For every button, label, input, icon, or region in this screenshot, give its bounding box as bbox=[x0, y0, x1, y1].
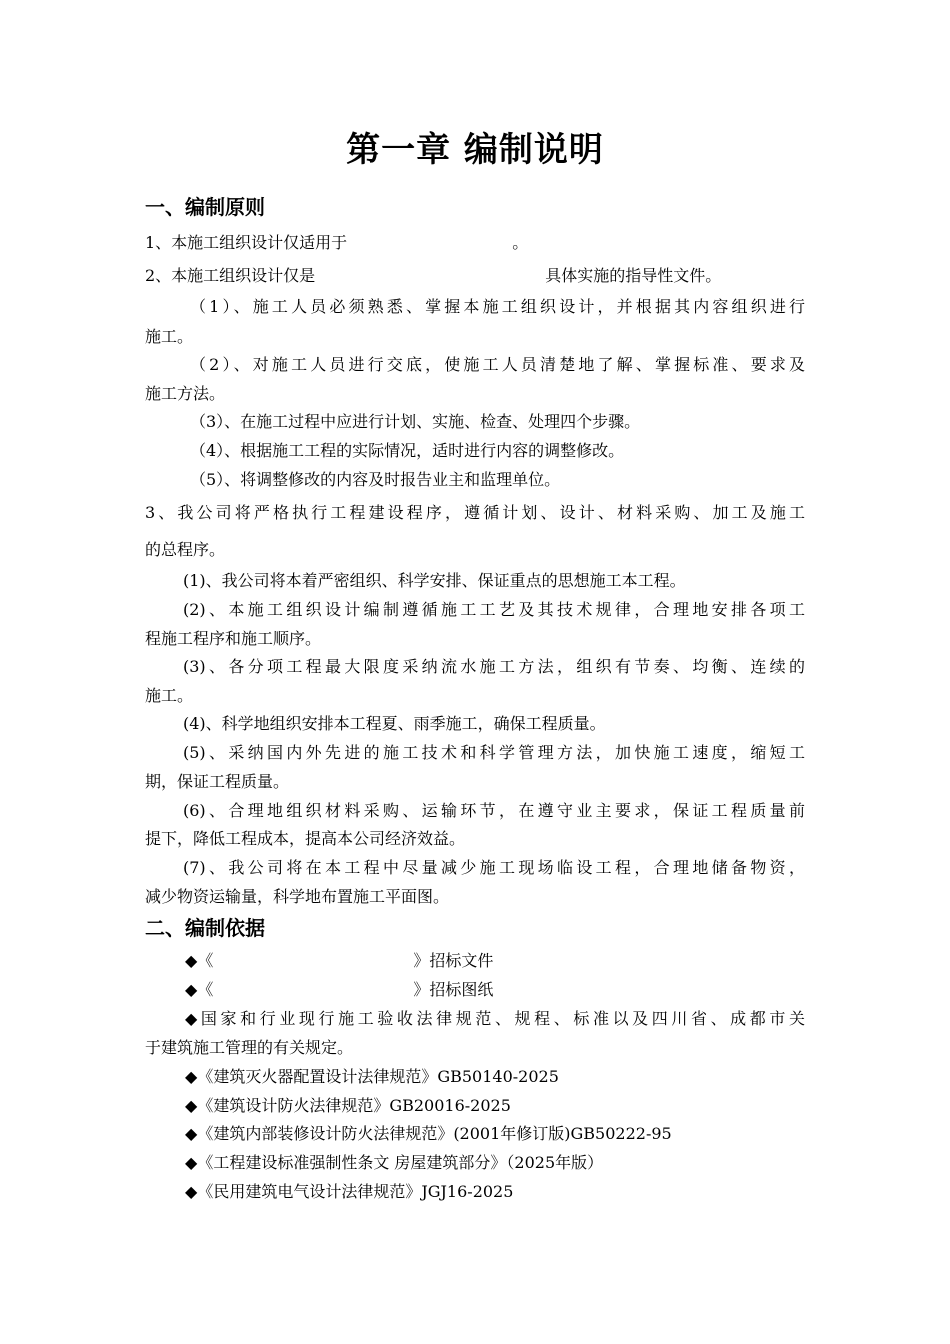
basis-tender-document bbox=[185, 950, 493, 972]
section-heading-principles: 一、编制原则 bbox=[145, 195, 265, 219]
sub-b-4: (4)、科学地组织安排本工程夏、雨季施工，确保工程质量。 bbox=[183, 714, 606, 733]
diamond-bullet-icon: ◆ bbox=[185, 1067, 198, 1086]
sub-b-2-line2: 程施工程序和施工顺序。 bbox=[145, 629, 322, 648]
book-title-open: 《 bbox=[197, 980, 214, 999]
standard-item bbox=[185, 1066, 559, 1088]
section-heading-basis: 二、编制依据 bbox=[145, 916, 265, 940]
standard-item bbox=[185, 1095, 511, 1117]
sub-b-1: (1)、我公司将本着严密组织、科学安排、保证重点的思想施工本工程。 bbox=[183, 571, 686, 590]
sub-b-7-line2: 减少物资运输量，科学地布置施工平面图。 bbox=[145, 887, 450, 906]
diamond-bullet-icon: ◆ bbox=[185, 1153, 198, 1172]
sub-a-1-line2: 施工。 bbox=[145, 327, 194, 346]
sub-b-5-line1: (5)、采纳国内外先进的施工技术和科学管理方法，加快施工速度，缩短工 bbox=[183, 743, 805, 762]
standard-text: 《建筑内部装修设计防火法律规范》(2001年修订版)GB50222-95 bbox=[197, 1124, 672, 1143]
diamond-bullet-icon: ◆ bbox=[185, 980, 198, 999]
principle-item-1 bbox=[145, 232, 528, 254]
standard-item bbox=[185, 1123, 672, 1145]
sub-b-3-line1: (3)、各分项工程最大限度采纳流水施工方法，组织有节奏、均衡、连续的 bbox=[183, 657, 805, 676]
principle-item-1-text: 1、本施工组织设计仅适用于 bbox=[145, 233, 348, 252]
principle-item-1-end: 。 bbox=[512, 233, 529, 252]
sub-a-3: （3）、在施工过程中应进行计划、实施、检查、处理四个步骤。 bbox=[190, 412, 641, 431]
diamond-bullet-icon: ◆ bbox=[185, 951, 198, 970]
sub-b-3-line2: 施工。 bbox=[145, 686, 194, 705]
tender-document-label: 》招标文件 bbox=[413, 951, 494, 970]
sub-a-2-line1: （2）、对施工人员进行交底，使施工人员清楚地了解、掌握标准、要求及 bbox=[190, 355, 805, 374]
standard-item bbox=[185, 1152, 603, 1174]
standard-text: 《民用建筑电气设计法律规范》JGJ16-2025 bbox=[197, 1182, 514, 1201]
standard-text: 《建筑设计防火法律规范》GB20016-2025 bbox=[197, 1096, 511, 1115]
sub-b-5-line2: 期，保证工程质量。 bbox=[145, 772, 290, 791]
chapter-title: 第一章 编制说明 bbox=[346, 130, 604, 170]
sub-a-1-line1: （1）、施工人员必须熟悉、掌握本施工组织设计，并根据其内容组织进行 bbox=[190, 297, 805, 316]
sub-a-5: （5）、将调整修改的内容及时报告业主和监理单位。 bbox=[190, 470, 561, 489]
principle-item-3-line2: 的总程序。 bbox=[145, 540, 226, 559]
principle-item-2-text: 2、本施工组织设计仅是 bbox=[145, 266, 316, 285]
diamond-bullet-icon: ◆ bbox=[185, 1182, 198, 1201]
tender-drawings-label: 》招标图纸 bbox=[413, 980, 494, 999]
sub-b-6-line2: 提下，降低工程成本，提高本公司经济效益。 bbox=[145, 829, 466, 848]
diamond-bullet-icon: ◆ bbox=[185, 1124, 198, 1143]
basis-tender-drawings bbox=[185, 979, 493, 1001]
principle-item-2-end: 具体实施的指导性文件。 bbox=[545, 266, 722, 285]
sub-b-2-line1: (2)、本施工组织设计编制遵循施工工艺及其技术规律，合理地安排各项工 bbox=[183, 600, 805, 619]
sub-a-4: （4）、根据施工工程的实际情况，适时进行内容的调整修改。 bbox=[190, 441, 625, 460]
diamond-bullet-icon: ◆ bbox=[185, 1096, 198, 1115]
standard-text: 《工程建设标准强制性条文 房屋建筑部分》（2025年版） bbox=[197, 1153, 604, 1172]
book-title-open: 《 bbox=[197, 951, 214, 970]
standard-item bbox=[185, 1181, 513, 1203]
sub-a-2-line2: 施工方法。 bbox=[145, 384, 226, 403]
sub-b-7-line1: (7)、我公司将在本工程中尽量减少施工现场临设工程，合理地储备物资， bbox=[183, 858, 805, 877]
principle-item-3-line1: 3、我公司将严格执行工程建设程序，遵循计划、设计、材料采购、加工及施工 bbox=[145, 503, 805, 522]
standard-text: 《建筑灭火器配置设计法律规范》GB50140-2025 bbox=[197, 1067, 559, 1086]
basis-national-line1: ◆国家和行业现行施工验收法律规范、规程、标准以及四川省、成都市关 bbox=[185, 1009, 805, 1028]
sub-b-6-line1: (6)、合理地组织材料采购、运输环节，在遵守业主要求，保证工程质量前 bbox=[183, 801, 805, 820]
basis-national-line2: 于建筑施工管理的有关规定。 bbox=[145, 1038, 354, 1057]
principle-item-2 bbox=[145, 265, 721, 287]
